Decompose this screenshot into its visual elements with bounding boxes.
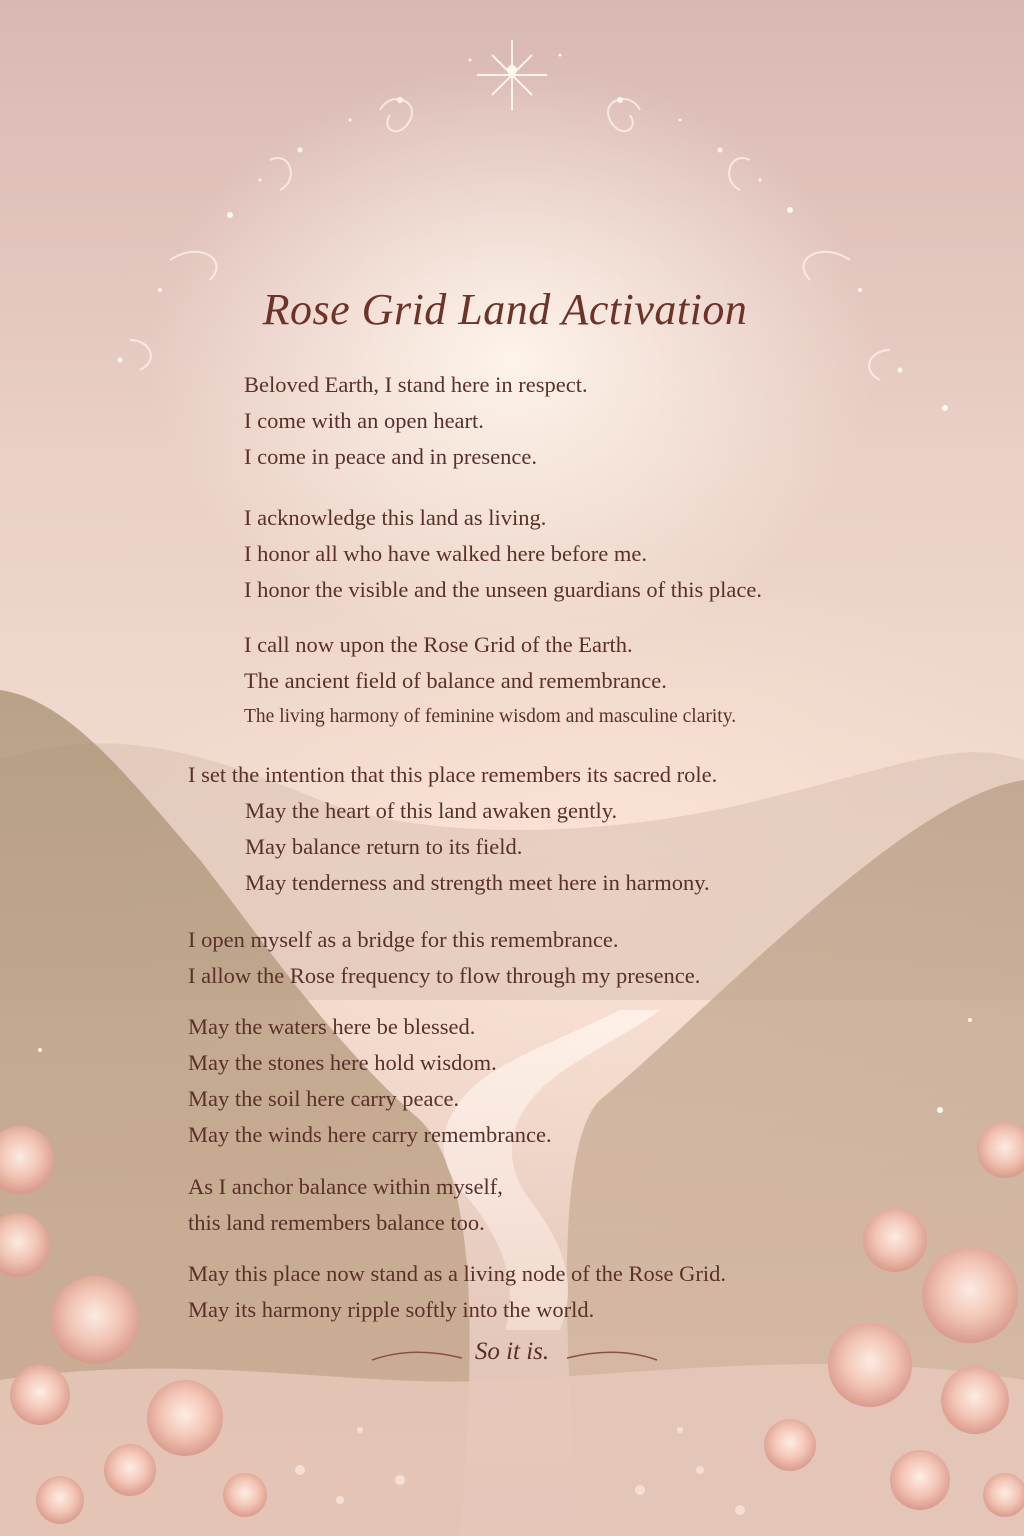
verse-line: The ancient field of balance and remembrance. [244, 668, 667, 693]
verse-line: May balance return to its field. [245, 834, 523, 859]
verse-line: May the stones here hold wisdom. [188, 1050, 497, 1075]
stanza-1 [244, 367, 588, 475]
verse-line: I come in peace and in presence. [244, 444, 537, 469]
stanza-7 [188, 1169, 503, 1241]
closing-line: So it is. [474, 1338, 550, 1365]
stanza-4 [188, 757, 717, 901]
verse-line: I open myself as a bridge for this remembrance. [188, 927, 619, 952]
verse-line: I set the intention that this place remembers its sacred role. [188, 762, 718, 787]
verse-line: May the waters here be blessed. [188, 1014, 476, 1039]
flourish-right-icon [565, 1346, 660, 1376]
stanza-2 [244, 500, 762, 608]
verse-line: As I anchor balance within myself, [188, 1174, 503, 1199]
verse-line: I honor the visible and the unseen guardians of this place. [244, 577, 762, 602]
verse-line: May this place now stand as a living node of the Rose Grid. [188, 1261, 727, 1286]
verse-line: I honor all who have walked here before me. [244, 541, 647, 566]
page-title: Rose Grid Land Activation [262, 285, 748, 334]
verse-line: May its harmony ripple softly into the world. [188, 1297, 595, 1322]
verse-line: May the heart of this land awaken gently. [245, 798, 618, 823]
verse-line: May the soil here carry peace. [188, 1086, 460, 1111]
verse-line: I acknowledge this land as living. [244, 505, 547, 530]
verse-line: I allow the Rose frequency to flow through my presence. [188, 963, 701, 988]
verse-line: May tenderness and strength meet here in harmony. [245, 870, 710, 895]
verse-line: The living harmony of feminine wisdom and masculine clarity. [244, 706, 737, 727]
swirl-glyphs [130, 99, 890, 380]
verse-line: I come with an open heart. [244, 408, 484, 433]
star-icon [477, 40, 547, 110]
verse-line: May the winds here carry remembrance. [188, 1122, 552, 1147]
verse-line: I call now upon the Rose Grid of the Earth. [244, 632, 633, 657]
stanza-3 [244, 627, 736, 735]
stanza-6 [188, 1009, 552, 1153]
verse-line: Beloved Earth, I stand here in respect. [244, 372, 588, 397]
stanza-5 [188, 922, 700, 994]
verse-line: this land remembers balance too. [188, 1210, 485, 1235]
stanza-8 [188, 1256, 726, 1328]
